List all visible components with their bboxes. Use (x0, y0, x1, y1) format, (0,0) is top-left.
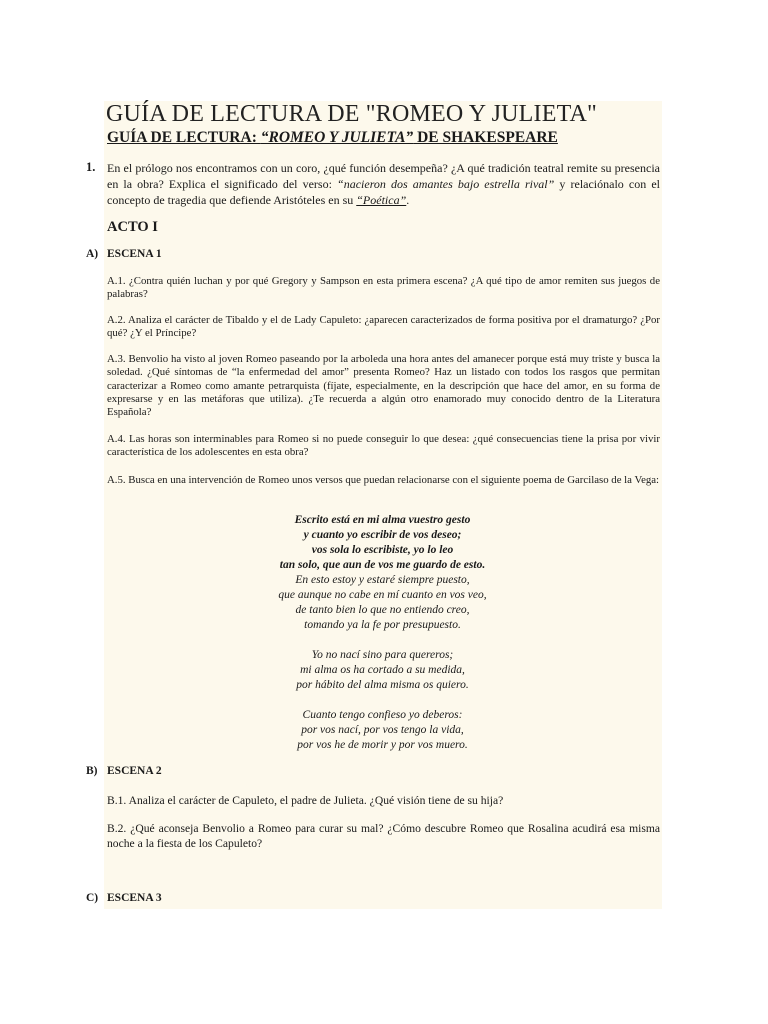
poem-line: por vos nací, por vos tengo la vida, (301, 724, 464, 736)
document-subtitle (107, 129, 558, 147)
stanza-break (200, 693, 565, 708)
question-1-part2: y relaciónalo con el concepto de tragedia que defiende Aristóteles en su (107, 177, 660, 207)
question-a3: A.3. Benvolio ha visto al joven Romeo paseando por la arboleda una hora antes del amanecer porque está muy triste y busca la soledad. ¿Qué síntomas de “la enfermedad del amor” presenta Romeo? Haz un listado con todos los rasgos que permitan caracterizar a Romeo como amante petrarquista (fíjate, especialmente, en la descripción que hace del amor, en su forma de expresarse y en las metáforas que utiliza). ¿Te recuerda a algún otro enamorado muy conocido dentro de la Literatura Española? (107, 353, 660, 419)
question-a5: A.5. Busca en una intervención de Romeo unos versos que puedan relacionarse con el siguiente poema de Garcilaso de la Vega: (107, 474, 660, 486)
question-1-work: “Poética” (356, 193, 407, 207)
question-b2: B.2. ¿Qué aconseja Benvolio a Romeo para curar su mal? ¿Cómo descubre Romeo que Rosalina acudirá esa misma noche a la fiesta de los Capuleto? (107, 822, 660, 850)
poem-line: por hábito del alma misma os quiero. (296, 679, 469, 691)
poem-line: que aunque no cabe en mí cuanto en vos veo, (278, 589, 487, 601)
poem-line: Yo no nací sino para quereros; (311, 649, 454, 661)
section-c-letter: C) (86, 892, 99, 904)
poem-line: de tanto bien lo que no entiendo creo, (295, 604, 470, 616)
question-a2: A.2. Analiza el carácter de Tibaldo y el de Lady Capuleto: ¿aparecen caracterizados de forma positiva por el dramaturgo? ¿Por qué? ¿Y el Príncipe? (107, 314, 660, 340)
question-1-part3: . (406, 193, 410, 207)
section-c-title: ESCENA 3 (107, 892, 162, 904)
question-1-number: 1. (86, 160, 96, 174)
section-b-title: ESCENA 2 (107, 765, 162, 777)
subtitle-suffix: DE SHAKESPEARE (413, 129, 558, 146)
poem-line: Cuanto tengo confieso yo deberos: (302, 709, 463, 721)
poem-line: Escrito está en mi alma vuestro gesto (294, 514, 471, 526)
question-a4: A.4. Las horas son interminables para Romeo si no puede conseguir lo que desea: ¿qué consecuencias tiene la prisa por vivir característica de los adolescentes en esta obra? (107, 433, 660, 459)
poem-line: mi alma os ha cortado a su medida, (300, 664, 465, 676)
section-b-letter: B) (86, 765, 98, 777)
poem-line: vos sola lo escribiste, yo lo leo (311, 544, 454, 556)
question-1-text (107, 160, 660, 208)
question-1-part1: En el prólogo nos encontramos con un coro, ¿qué función desempeña? ¿A qué tradición teatral remite su presencia en la obra? Explica el significado del verso: (107, 161, 660, 191)
question-a1: A.1. ¿Contra quién luchan y por qué Gregory y Sampson en esta primera escena? ¿A qué tipo de amor remiten sus juegos de palabras? (107, 275, 660, 301)
question-1-verse: “nacieron dos amantes bajo estrella rival” (337, 177, 555, 191)
document-title: GUÍA DE LECTURA DE "ROMEO Y JULIETA" (106, 101, 598, 127)
subtitle-prefix: GUÍA DE LECTURA: (107, 129, 261, 146)
poem-line: En esto estoy y estaré siempre puesto, (295, 574, 470, 586)
poem-line: por vos he de morir y por vos muero. (297, 739, 468, 751)
section-a-letter: A) (86, 248, 99, 260)
subtitle-work-title: “ROMEO Y JULIETA” (260, 129, 414, 146)
section-a-title: ESCENA 1 (107, 248, 162, 260)
question-b1: B.1. Analiza el carácter de Capuleto, el padre de Julieta. ¿Qué visión tiene de su hija? (107, 794, 504, 807)
poem-line: y cuanto yo escribir de vos deseo; (303, 529, 462, 541)
act-heading: ACTO I (107, 219, 158, 235)
poem-line: tan solo, que aun de vos me guardo de esto. (279, 559, 486, 571)
garcilaso-poem (200, 513, 565, 753)
stanza-break (200, 633, 565, 648)
poem-line: tomando ya la fe por presupuesto. (304, 619, 461, 631)
